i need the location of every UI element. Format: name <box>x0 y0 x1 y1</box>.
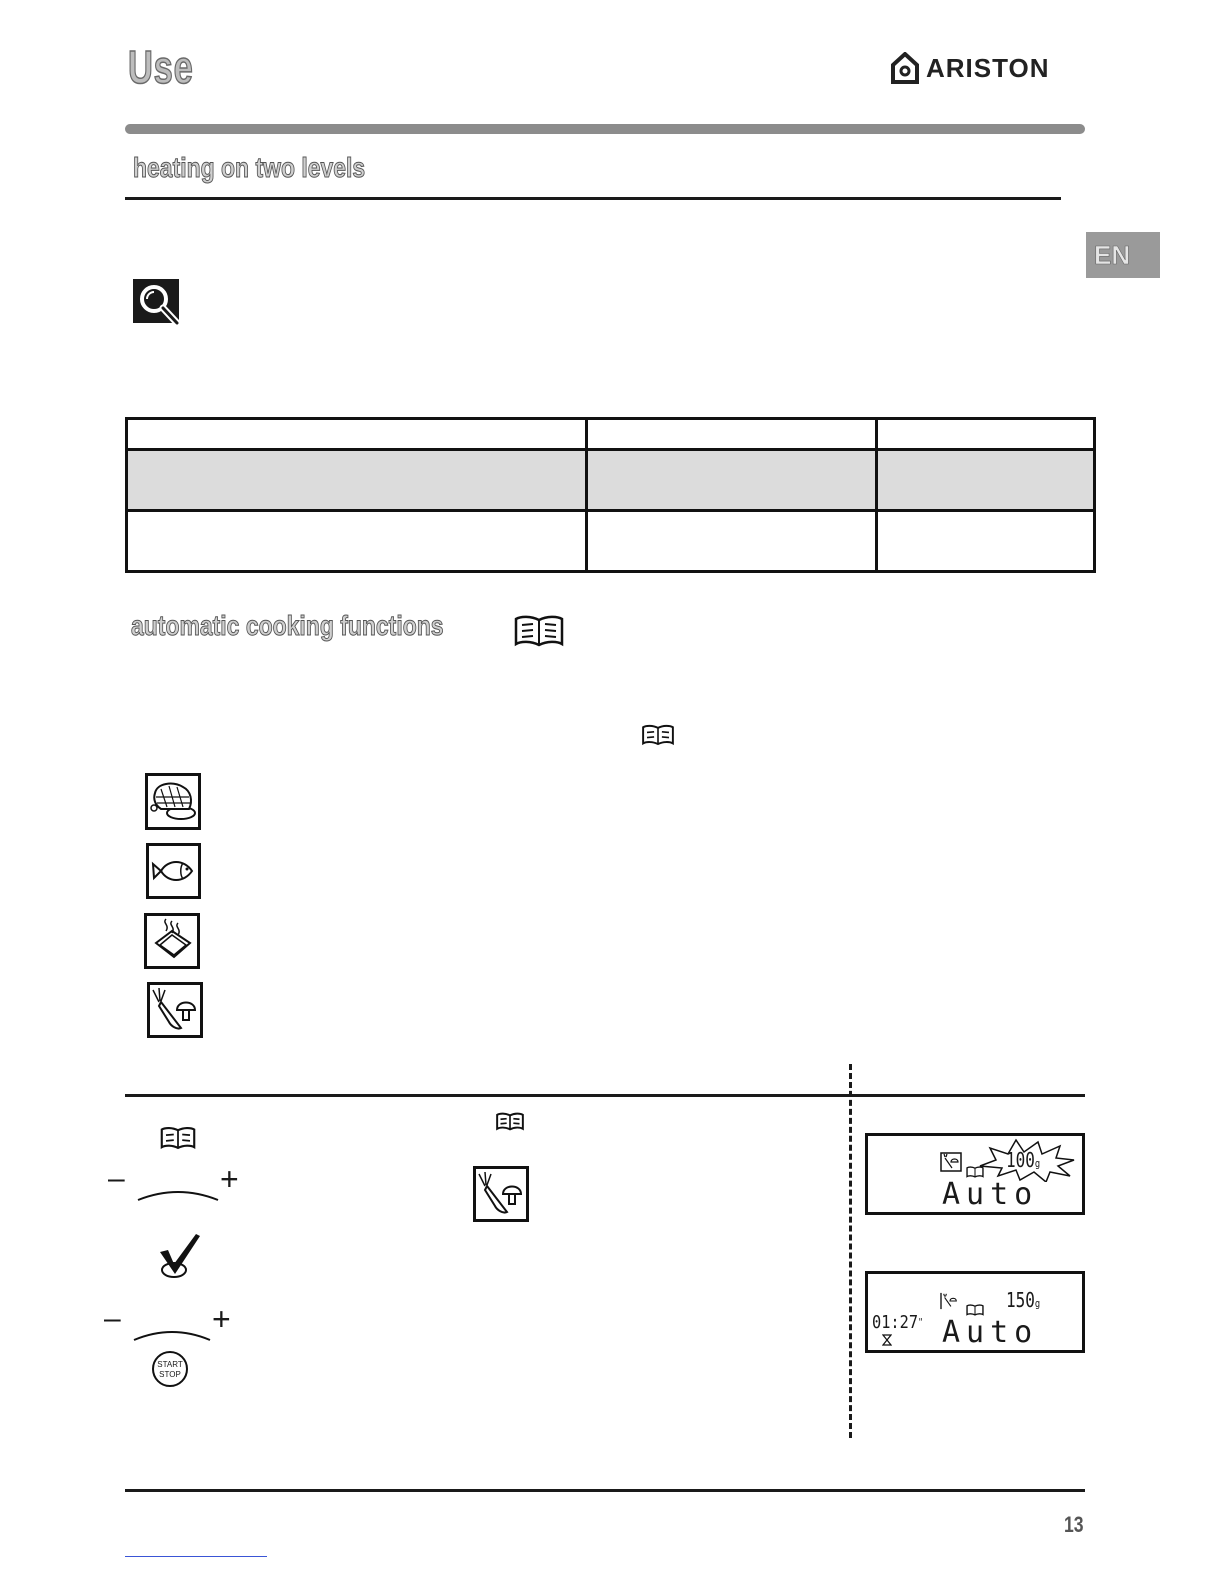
table-cell <box>877 419 1095 450</box>
stop-label: STOP <box>159 1370 181 1379</box>
lcd-time: 01:27 <box>872 1312 919 1333</box>
knob-plus[interactable]: + <box>212 1301 231 1337</box>
vegetables-mushroom-icon <box>940 1292 960 1310</box>
open-book-icon <box>159 1126 197 1150</box>
selector-knob[interactable] <box>108 1161 244 1204</box>
page-title: Use <box>128 41 194 93</box>
vegetables-mushroom-icon <box>940 1152 962 1172</box>
table-cell <box>127 511 587 572</box>
lcd-weight: 100 <box>1006 1148 1035 1172</box>
section-divider <box>125 197 1061 200</box>
table-row <box>127 511 1095 572</box>
column-divider <box>849 1064 852 1438</box>
two-level-table <box>125 417 1096 573</box>
lcd-time-mark: " <box>918 1317 924 1328</box>
baked-dish-icon <box>144 913 200 969</box>
table-cell <box>587 511 877 572</box>
table-row <box>127 450 1095 511</box>
brand-logo <box>890 52 1050 84</box>
checkmark-icon[interactable] <box>154 1230 204 1280</box>
knob-minus[interactable]: – <box>108 1162 125 1195</box>
lcd-weight: 150 <box>1006 1288 1035 1312</box>
header-divider <box>125 124 1085 134</box>
table-cell <box>587 450 877 511</box>
brand-name: ARISTON <box>926 52 1050 83</box>
lcd-mode: Auto <box>942 1315 1039 1350</box>
house-logo-icon <box>890 52 920 84</box>
footer-divider <box>125 1489 1085 1492</box>
table-row <box>127 419 1095 450</box>
knob-arc-icon <box>132 1322 212 1342</box>
vegetables-mushroom-icon <box>473 1166 529 1222</box>
table-cell <box>877 511 1095 572</box>
lcd-weight-unit: g <box>1034 1297 1041 1310</box>
lcd-display <box>865 1133 1085 1215</box>
knob-minus[interactable]: – <box>104 1302 121 1335</box>
open-book-icon <box>513 614 565 648</box>
table-cell <box>877 450 1095 511</box>
fish-icon <box>146 843 201 899</box>
selector-knob[interactable] <box>104 1301 240 1344</box>
table-cell <box>127 450 587 511</box>
language-tab: EN <box>1086 232 1160 278</box>
knob-arc-icon <box>136 1180 220 1202</box>
open-book-icon <box>495 1112 525 1131</box>
lcd-weight-unit: g <box>1034 1157 1041 1170</box>
steps-divider <box>125 1094 1085 1097</box>
lcd-mode: Auto <box>942 1177 1039 1212</box>
start-stop-button[interactable] <box>152 1351 188 1387</box>
knob-plus[interactable]: + <box>220 1161 239 1197</box>
start-label: START <box>157 1360 183 1369</box>
table-cell <box>127 419 587 450</box>
magnifier-icon <box>133 279 183 327</box>
vegetables-mushroom-icon <box>147 982 203 1038</box>
footer-link-underline[interactable] <box>125 1556 267 1557</box>
section-heading: heating on two levels <box>133 152 366 183</box>
roast-meat-icon <box>145 773 201 830</box>
hourglass-icon <box>882 1334 892 1346</box>
open-book-icon <box>641 724 675 746</box>
auto-cooking-heading: automatic cooking functions <box>131 610 444 641</box>
lcd-display <box>865 1271 1085 1353</box>
table-cell <box>587 419 877 450</box>
page-number: 13 <box>1064 1512 1084 1537</box>
